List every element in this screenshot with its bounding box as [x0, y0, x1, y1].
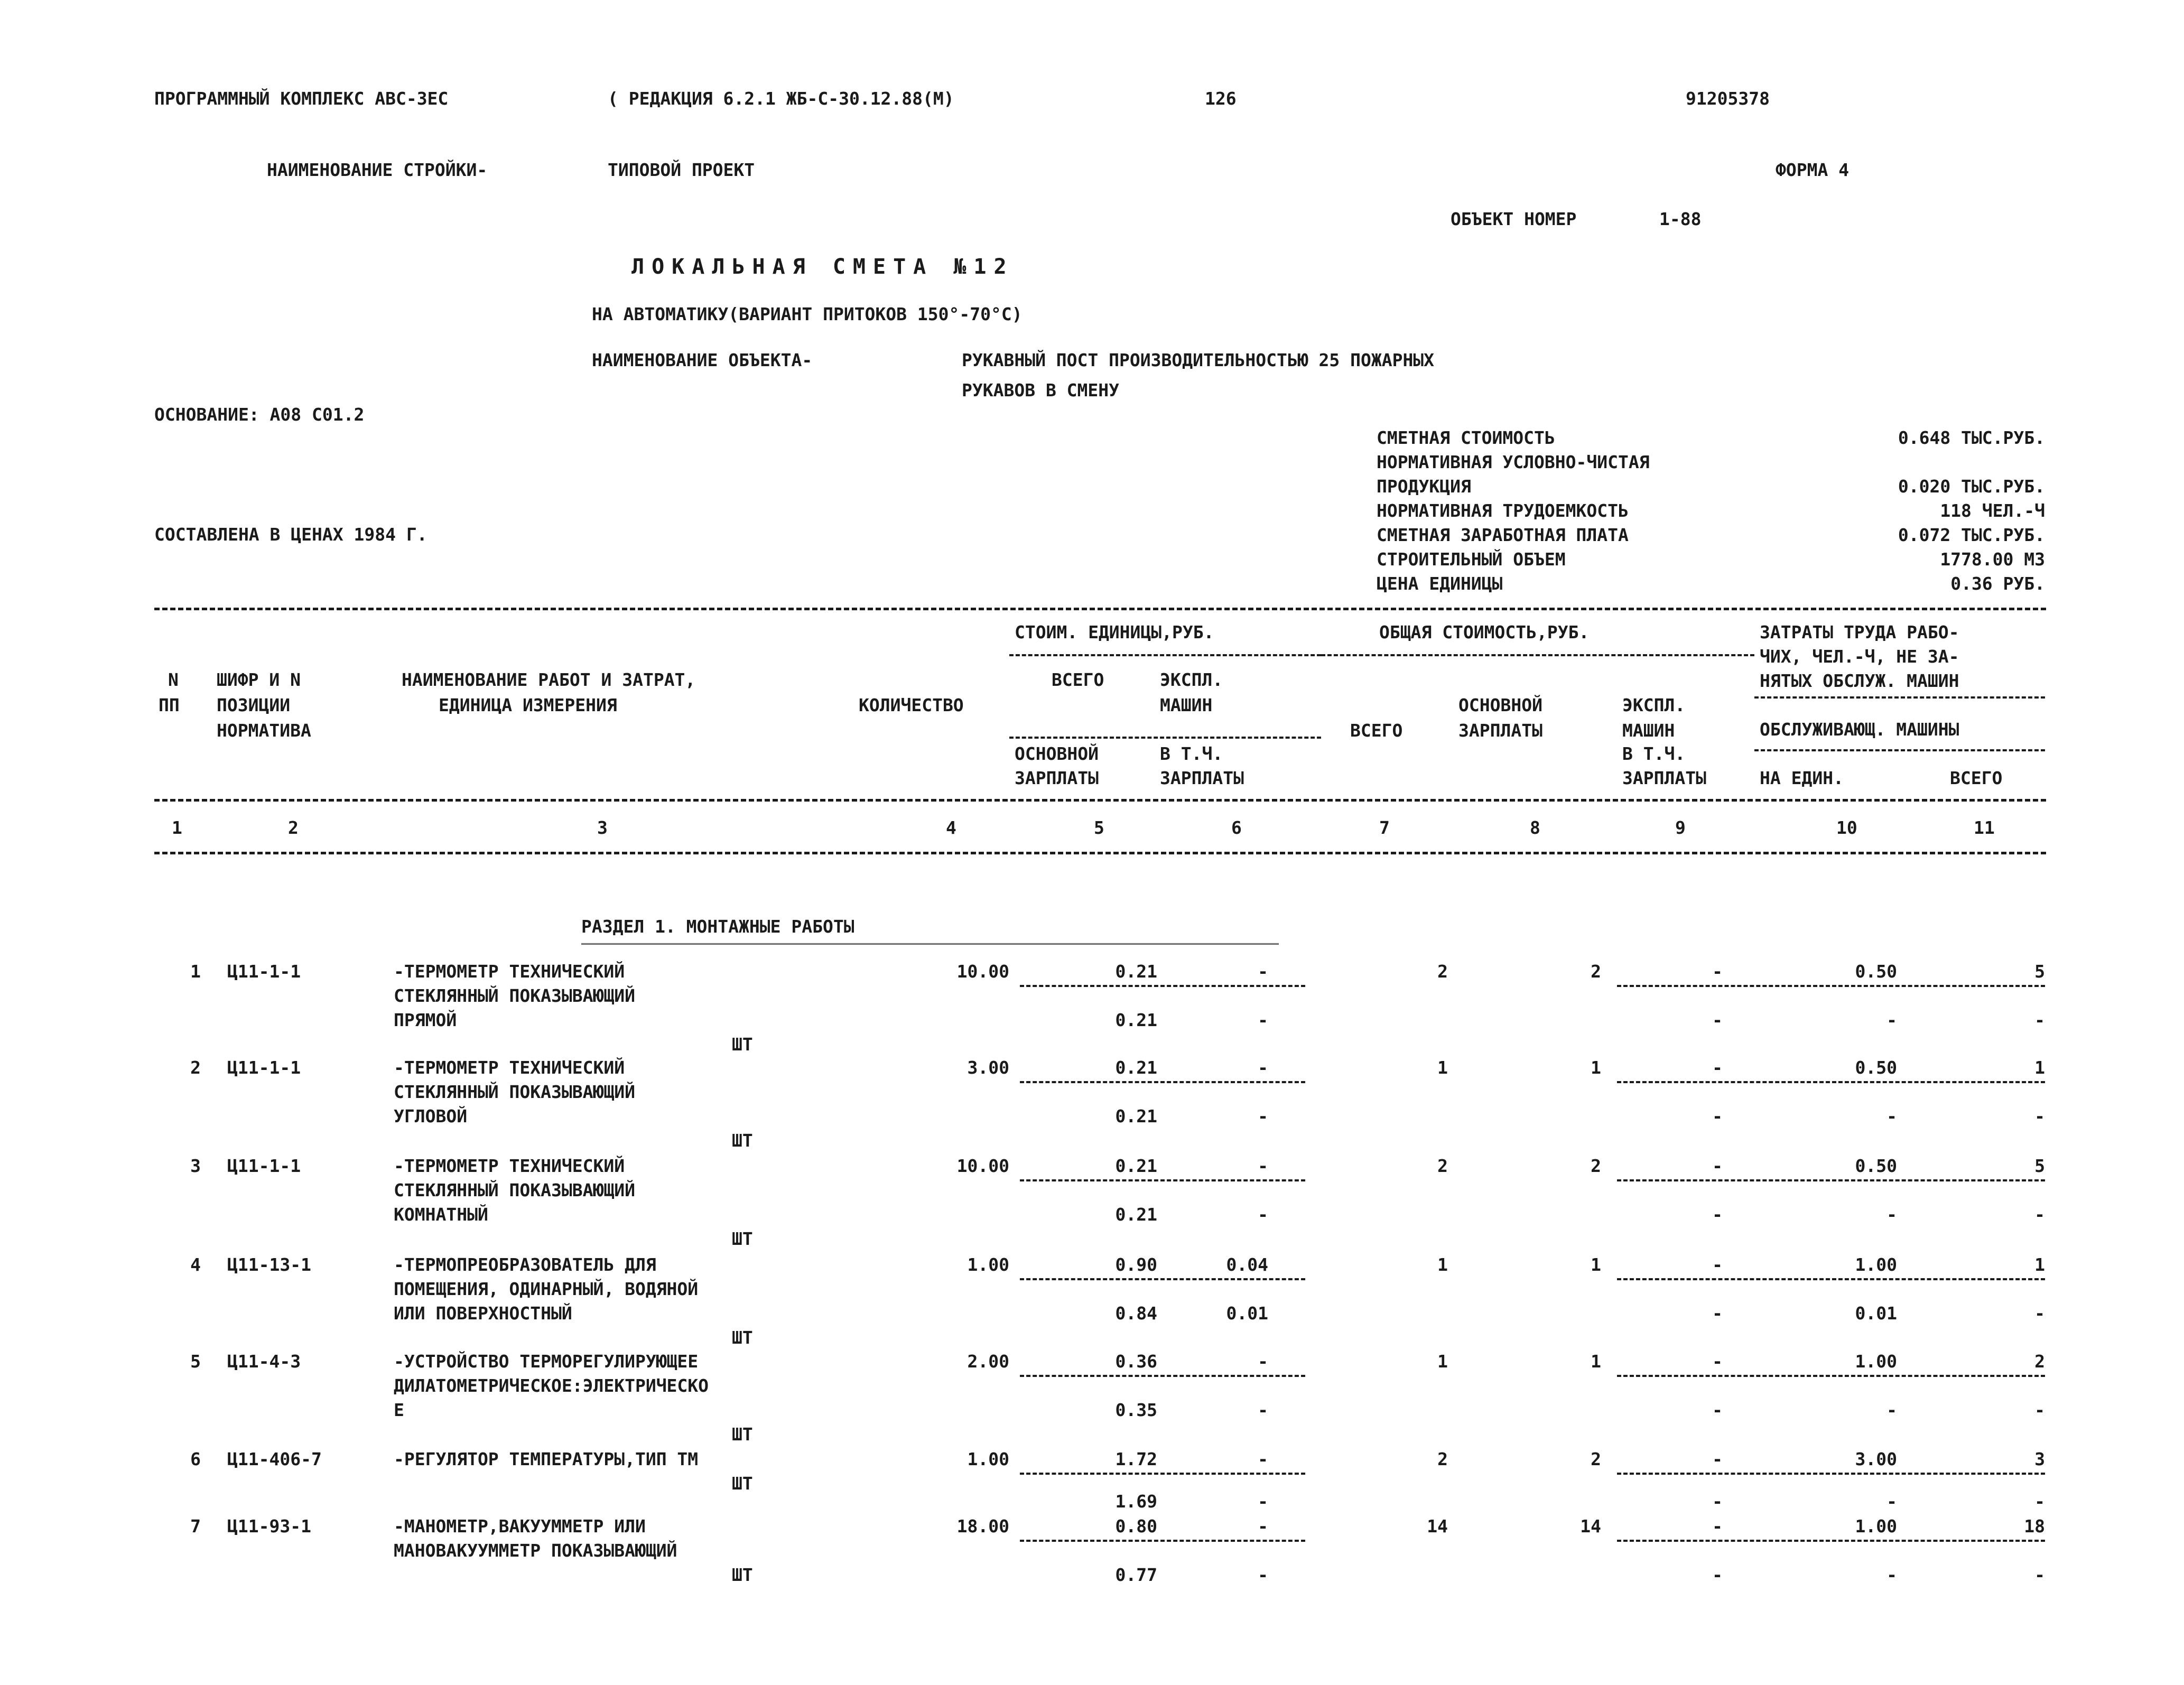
work-name-line: -ТЕРМОМЕТР ТЕХНИЧЕСКИЙ [394, 1156, 625, 1176]
column-number: 8 [1530, 817, 1540, 838]
norm-code: Ц11-1-1 [227, 1156, 301, 1176]
summary-value: 0.072 ТЫС.РУБ. [1898, 525, 2045, 545]
row-number: 1 [190, 961, 201, 982]
unit-of-measure: ШТ [732, 1130, 753, 1151]
column-number: 4 [946, 817, 956, 838]
total-cost-machine-header: МАШИН [1622, 720, 1675, 741]
cell-separator [1617, 1179, 2045, 1181]
work-name-line: КОМНАТНЫЙ [394, 1204, 488, 1225]
col-num-header: ПП [159, 695, 180, 715]
col-name-header: НАИМЕНОВАНИЕ РАБОТ И ЗАТРАТ, [402, 669, 696, 690]
unit-cost-incl-header: ЗАРПЛАТЫ [1160, 768, 1244, 788]
unit-cost-machine: - [1258, 1351, 1268, 1372]
unit-cost-machine-wage: - [1258, 1204, 1268, 1225]
col-code-header: ПОЗИЦИИ [217, 695, 291, 715]
total-cost: 1 [1437, 1351, 1448, 1372]
header-subrule [1321, 654, 1754, 656]
labor-machine-per-unit: - [1886, 1010, 1897, 1030]
cell-separator [1617, 1540, 2045, 1542]
unit-cost-wage: 0.84 [1115, 1303, 1157, 1324]
quantity: 10.00 [956, 961, 1009, 982]
total-cost-incl-header: ЗАРПЛАТЫ [1622, 768, 1706, 788]
labor-header: ОБСЛУЖИВАЮЩ. МАШИНЫ [1760, 719, 1959, 740]
column-number: 11 [1974, 817, 1995, 838]
object-number-label: ОБЪЕКТ НОМЕР [1451, 209, 1577, 229]
row-number: 7 [190, 1516, 201, 1537]
total-cost-wage: 1 [1591, 1057, 1601, 1078]
total-cost-all-header: ВСЕГО [1350, 720, 1403, 741]
labor-total: 5 [2034, 961, 2045, 982]
quantity: 3.00 [967, 1057, 1009, 1078]
labor-machine-per-unit: - [1886, 1491, 1897, 1512]
cell-separator [1020, 1473, 1305, 1475]
quantity: 1.00 [967, 1449, 1009, 1469]
total-cost-wage: 14 [1580, 1516, 1601, 1537]
work-name-line: -МАНОМЕТР,ВАКУУММЕТР ИЛИ [394, 1516, 646, 1537]
object-name-line2: РУКАВОВ В СМЕНУ [962, 380, 1120, 401]
unit-cost-wage-header: ЗАРПЛАТЫ [1015, 768, 1099, 788]
total-cost-machine-wage: - [1712, 1491, 1723, 1512]
header-subrule [1754, 696, 2045, 699]
total-cost-machine: - [1712, 961, 1723, 982]
unit-of-measure: ШТ [732, 1424, 753, 1445]
work-name-line: -ТЕРМОПРЕОБРАЗОВАТЕЛЬ ДЛЯ [394, 1254, 656, 1275]
unit-cost-machine-wage: - [1258, 1565, 1268, 1585]
cell-separator [1020, 1179, 1305, 1181]
labor-machine-total: - [2034, 1491, 2045, 1512]
object-name-line1: РУКАВНЫЙ ПОСТ ПРОИЗВОДИТЕЛЬНОСТЬЮ 25 ПОЖАРНЫХ [962, 350, 1435, 370]
labor-per-unit: 0.50 [1855, 961, 1897, 982]
cell-separator [1617, 1278, 2045, 1280]
total-cost: 1 [1437, 1057, 1448, 1078]
labor-total: 5 [2034, 1156, 2045, 1176]
unit-cost-total: 0.21 [1115, 961, 1157, 982]
quantity: 10.00 [956, 1156, 1009, 1176]
unit-cost-header: СТОИМ. ЕДИНИЦЫ,РУБ. [1015, 622, 1214, 643]
total-cost-wage: 2 [1591, 1156, 1601, 1176]
total-cost-header: ОБЩАЯ СТОИМОСТЬ,РУБ. [1379, 622, 1590, 643]
unit-cost-wage: 0.21 [1115, 1204, 1157, 1225]
labor-machine-per-unit: 0.01 [1855, 1303, 1897, 1324]
total-cost-machine-header: ЭКСПЛ. [1622, 695, 1686, 715]
col-code-header: ШИФР И N [217, 669, 301, 690]
total-cost-machine-wage: - [1712, 1106, 1723, 1127]
labor-machine-total: - [2034, 1010, 2045, 1030]
section-underline [581, 943, 1279, 945]
unit-cost-wage: 0.21 [1115, 1106, 1157, 1127]
software-name: ПРОГРАММНЫЙ КОМПЛЕКС АВС-3ЕС [154, 88, 449, 109]
summary-label: СМЕТНАЯ ЗАРАБОТНАЯ ПЛАТА [1377, 525, 1629, 545]
header-subrule [1754, 749, 2045, 751]
work-name-line: СТЕКЛЯННЫЙ ПОКАЗЫВАЮЩИЙ [394, 1082, 635, 1102]
work-name-line: МАНОВАКУУММЕТР ПОКАЗЫВАЮЩИЙ [394, 1540, 677, 1561]
summary-label: СТРОИТЕЛЬНЫЙ ОБЪЕМ [1377, 549, 1566, 570]
section-title: РАЗДЕЛ 1. МОНТАЖНЫЕ РАБОТЫ [581, 916, 854, 937]
labor-total: 18 [2024, 1516, 2045, 1537]
total-cost-machine: - [1712, 1254, 1723, 1275]
total-cost-wage: 2 [1591, 1449, 1601, 1469]
col-qty-header: КОЛИЧЕСТВО [859, 695, 964, 715]
work-name-line: СТЕКЛЯННЫЙ ПОКАЗЫВАЮЩИЙ [394, 985, 635, 1006]
price-level: СОСТАВЛЕНА В ЦЕНАХ 1984 Г. [154, 524, 427, 545]
unit-cost-machine-header: ЭКСПЛ. [1160, 669, 1223, 690]
summary-label: НОРМАТИВНАЯ УСЛОВНО-ЧИСТАЯ [1377, 452, 1650, 472]
work-name-line: СТЕКЛЯННЫЙ ПОКАЗЫВАЮЩИЙ [394, 1180, 635, 1200]
row-number: 2 [190, 1057, 201, 1078]
work-name-line: ПОМЕЩЕНИЯ, ОДИНАРНЫЙ, ВОДЯНОЙ [394, 1279, 699, 1299]
unit-cost-total: 1.72 [1115, 1449, 1157, 1469]
norm-code: Ц11-4-3 [227, 1351, 301, 1372]
total-cost-wage: 1 [1591, 1254, 1601, 1275]
labor-header: НЯТЫХ ОБСЛУЖ. МАШИН [1760, 671, 1959, 691]
site-label: НАИМЕНОВАНИЕ СТРОЙКИ- [267, 160, 488, 180]
cell-separator [1020, 985, 1305, 987]
labor-total: 3 [2034, 1449, 2045, 1469]
labor-machine-per-unit: - [1886, 1565, 1897, 1585]
summary-value: 0.36 РУБ. [1950, 573, 2045, 594]
work-name-line: ДИЛАТОМЕТРИЧЕСКОЕ:ЭЛЕКТРИЧЕСКО [394, 1375, 709, 1396]
labor-per-unit: 1.00 [1855, 1254, 1897, 1275]
labor-per-unit: 1.00 [1855, 1516, 1897, 1537]
unit-cost-machine: - [1258, 1516, 1268, 1537]
labor-per-unit: 0.50 [1855, 1156, 1897, 1176]
unit-of-measure: ШТ [732, 1228, 753, 1249]
total-cost-machine-wage: - [1712, 1303, 1723, 1324]
labor-machine-total: - [2034, 1565, 2045, 1585]
cell-separator [1020, 1081, 1305, 1083]
total-cost: 2 [1437, 1156, 1448, 1176]
table-rule [154, 852, 2046, 854]
header-subrule [1009, 737, 1321, 739]
column-number: 6 [1231, 817, 1242, 838]
cell-separator [1020, 1375, 1305, 1377]
labor-machine-total: - [2034, 1303, 2045, 1324]
unit-cost-total: 0.36 [1115, 1351, 1157, 1372]
labor-per-unit: 3.00 [1855, 1449, 1897, 1469]
unit-cost-wage: 0.21 [1115, 1010, 1157, 1030]
unit-cost-total: 0.21 [1115, 1156, 1157, 1176]
work-name-line: -РЕГУЛЯТОР ТЕМПЕРАТУРЫ,ТИП ТМ [394, 1449, 699, 1469]
unit-cost-machine: - [1258, 1156, 1268, 1176]
labor-total-header: ВСЕГО [1950, 768, 2003, 788]
column-number: 5 [1094, 817, 1104, 838]
labor-machine-total: - [2034, 1204, 2045, 1225]
object-name-label: НАИМЕНОВАНИЕ ОБЪЕКТА- [592, 350, 813, 370]
norm-code: Ц11-13-1 [227, 1254, 311, 1275]
table-rule-top [154, 608, 2046, 610]
col-num-header: N [168, 669, 179, 690]
labor-machine-total: - [2034, 1400, 2045, 1420]
labor-header: ЧИХ, ЧЕЛ.-Ч, НЕ ЗА- [1760, 646, 1959, 667]
table-rule [154, 799, 2046, 802]
cell-separator [1020, 1278, 1305, 1280]
total-cost: 2 [1437, 961, 1448, 982]
norm-code: Ц11-93-1 [227, 1516, 311, 1537]
cell-separator [1020, 1540, 1305, 1542]
unit-cost-machine: - [1258, 1057, 1268, 1078]
quantity: 2.00 [967, 1351, 1009, 1372]
unit-of-measure: ШТ [732, 1473, 753, 1494]
norm-code: Ц11-406-7 [227, 1449, 322, 1469]
column-number: 2 [288, 817, 299, 838]
unit-cost-incl-header: В Т.Ч. [1160, 743, 1223, 764]
summary-value: 1778.00 М3 [1940, 549, 2045, 570]
unit-cost-machine: - [1258, 1449, 1268, 1469]
unit-cost-machine-wage: - [1258, 1400, 1268, 1420]
summary-value: 118 ЧЕЛ.-Ч [1940, 500, 2045, 521]
labor-machine-per-unit: - [1886, 1106, 1897, 1127]
summary-label: ЦЕНА ЕДИНИЦЫ [1377, 573, 1503, 594]
summary-label: ПРОДУКЦИЯ [1377, 476, 1471, 497]
total-cost: 1 [1437, 1254, 1448, 1275]
cell-separator [1617, 1375, 2045, 1377]
site-value: ТИПОВОЙ ПРОЕКТ [608, 160, 755, 180]
unit-cost-machine: 0.04 [1226, 1254, 1268, 1275]
object-number-value: 1-88 [1659, 209, 1702, 229]
labor-header: ЗАТРАТЫ ТРУДА РАБО- [1760, 622, 1959, 643]
work-name-line: Е [394, 1400, 404, 1420]
unit-cost-machine-wage: - [1258, 1010, 1268, 1030]
basis: ОСНОВАНИЕ: А08 С01.2 [154, 404, 365, 425]
total-cost-machine: - [1712, 1449, 1723, 1469]
summary-label: СМЕТНАЯ СТОИМОСТЬ [1377, 427, 1555, 448]
work-name-line: -УСТРОЙСТВО ТЕРМОРЕГУЛИРУЮЩЕЕ [394, 1351, 699, 1372]
work-name-line: УГЛОВОЙ [394, 1106, 468, 1127]
unit-cost-total-header: ВСЕГО [1052, 669, 1104, 690]
unit-cost-wage: 0.35 [1115, 1400, 1157, 1420]
row-number: 3 [190, 1156, 201, 1176]
total-cost-machine-wage: - [1712, 1400, 1723, 1420]
work-name-line: ИЛИ ПОВЕРХНОСТНЫЙ [394, 1303, 572, 1324]
labor-machine-per-unit: - [1886, 1400, 1897, 1420]
total-cost-machine: - [1712, 1351, 1723, 1372]
unit-of-measure: ШТ [732, 1034, 753, 1055]
column-number: 3 [597, 817, 608, 838]
total-cost-machine: - [1712, 1516, 1723, 1537]
total-cost-machine: - [1712, 1156, 1723, 1176]
document-subject: НА АВТОМАТИКУ(ВАРИАНТ ПРИТОКОВ 150°-70°С) [592, 304, 1023, 324]
col-code-header: НОРМАТИВА [217, 720, 311, 741]
total-cost: 2 [1437, 1449, 1448, 1469]
unit-cost-machine-wage: - [1258, 1491, 1268, 1512]
unit-of-measure: ШТ [732, 1327, 753, 1348]
page-number: 126 [1205, 88, 1237, 109]
unit-of-measure: ШТ [732, 1565, 753, 1585]
unit-cost-machine-wage: 0.01 [1226, 1303, 1268, 1324]
unit-cost-machine-header: МАШИН [1160, 695, 1213, 715]
labor-total: 1 [2034, 1057, 2045, 1078]
cell-separator [1617, 985, 2045, 987]
row-number: 6 [190, 1449, 201, 1469]
unit-cost-wage: 0.77 [1115, 1565, 1157, 1585]
row-number: 4 [190, 1254, 201, 1275]
labor-per-unit: 0.50 [1855, 1057, 1897, 1078]
total-cost-machine: - [1712, 1057, 1723, 1078]
summary-value: 0.648 ТЫС.РУБ. [1898, 427, 2045, 448]
unit-cost-total: 0.80 [1115, 1516, 1157, 1537]
column-number: 1 [172, 817, 182, 838]
quantity: 18.00 [956, 1516, 1009, 1537]
unit-cost-total: 0.90 [1115, 1254, 1157, 1275]
document-code: 91205378 [1686, 88, 1770, 109]
total-cost-machine-wage: - [1712, 1565, 1723, 1585]
total-cost: 14 [1427, 1516, 1448, 1537]
summary-label: НОРМАТИВНАЯ ТРУДОЕМКОСТЬ [1377, 500, 1629, 521]
unit-cost-machine-wage: - [1258, 1106, 1268, 1127]
form-label: ФОРМА 4 [1776, 160, 1850, 180]
total-cost-machine-wage: - [1712, 1204, 1723, 1225]
labor-unit-header: НА ЕДИН. [1760, 768, 1844, 788]
norm-code: Ц11-1-1 [227, 961, 301, 982]
work-name-line: -ТЕРМОМЕТР ТЕХНИЧЕСКИЙ [394, 961, 625, 982]
labor-total: 2 [2034, 1351, 2045, 1372]
total-cost-wage-header: ОСНОВНОЙ [1458, 695, 1542, 715]
summary-value: 0.020 ТЫС.РУБ. [1898, 476, 2045, 497]
document-title: ЛОКАЛЬНАЯ СМЕТА №12 [631, 255, 1014, 279]
labor-total: 1 [2034, 1254, 2045, 1275]
total-cost-incl-header: В Т.Ч. [1622, 743, 1686, 764]
work-name-line: -ТЕРМОМЕТР ТЕХНИЧЕСКИЙ [394, 1057, 625, 1078]
col-name-header: ЕДИНИЦА ИЗМЕРЕНИЯ [439, 695, 617, 715]
unit-cost-machine: - [1258, 961, 1268, 982]
norm-code: Ц11-1-1 [227, 1057, 301, 1078]
column-number: 7 [1379, 817, 1390, 838]
cell-separator [1617, 1473, 2045, 1475]
unit-cost-wage: 1.69 [1115, 1491, 1157, 1512]
quantity: 1.00 [967, 1254, 1009, 1275]
work-name-line: ПРЯМОЙ [394, 1010, 457, 1030]
unit-cost-wage-header: ОСНОВНОЙ [1015, 743, 1099, 764]
labor-machine-per-unit: - [1886, 1204, 1897, 1225]
edition-info: ( РЕДАКЦИЯ 6.2.1 ЖБ-С-30.12.88(М) [608, 88, 954, 109]
labor-per-unit: 1.00 [1855, 1351, 1897, 1372]
row-number: 5 [190, 1351, 201, 1372]
total-cost-wage: 2 [1591, 961, 1601, 982]
cell-separator [1617, 1081, 2045, 1083]
unit-cost-total: 0.21 [1115, 1057, 1157, 1078]
labor-machine-total: - [2034, 1106, 2045, 1127]
total-cost-machine-wage: - [1712, 1010, 1723, 1030]
column-number: 10 [1836, 817, 1857, 838]
total-cost-wage-header: ЗАРПЛАТЫ [1458, 720, 1542, 741]
total-cost-wage: 1 [1591, 1351, 1601, 1372]
column-number: 9 [1675, 817, 1686, 838]
header-subrule [1009, 654, 1321, 656]
